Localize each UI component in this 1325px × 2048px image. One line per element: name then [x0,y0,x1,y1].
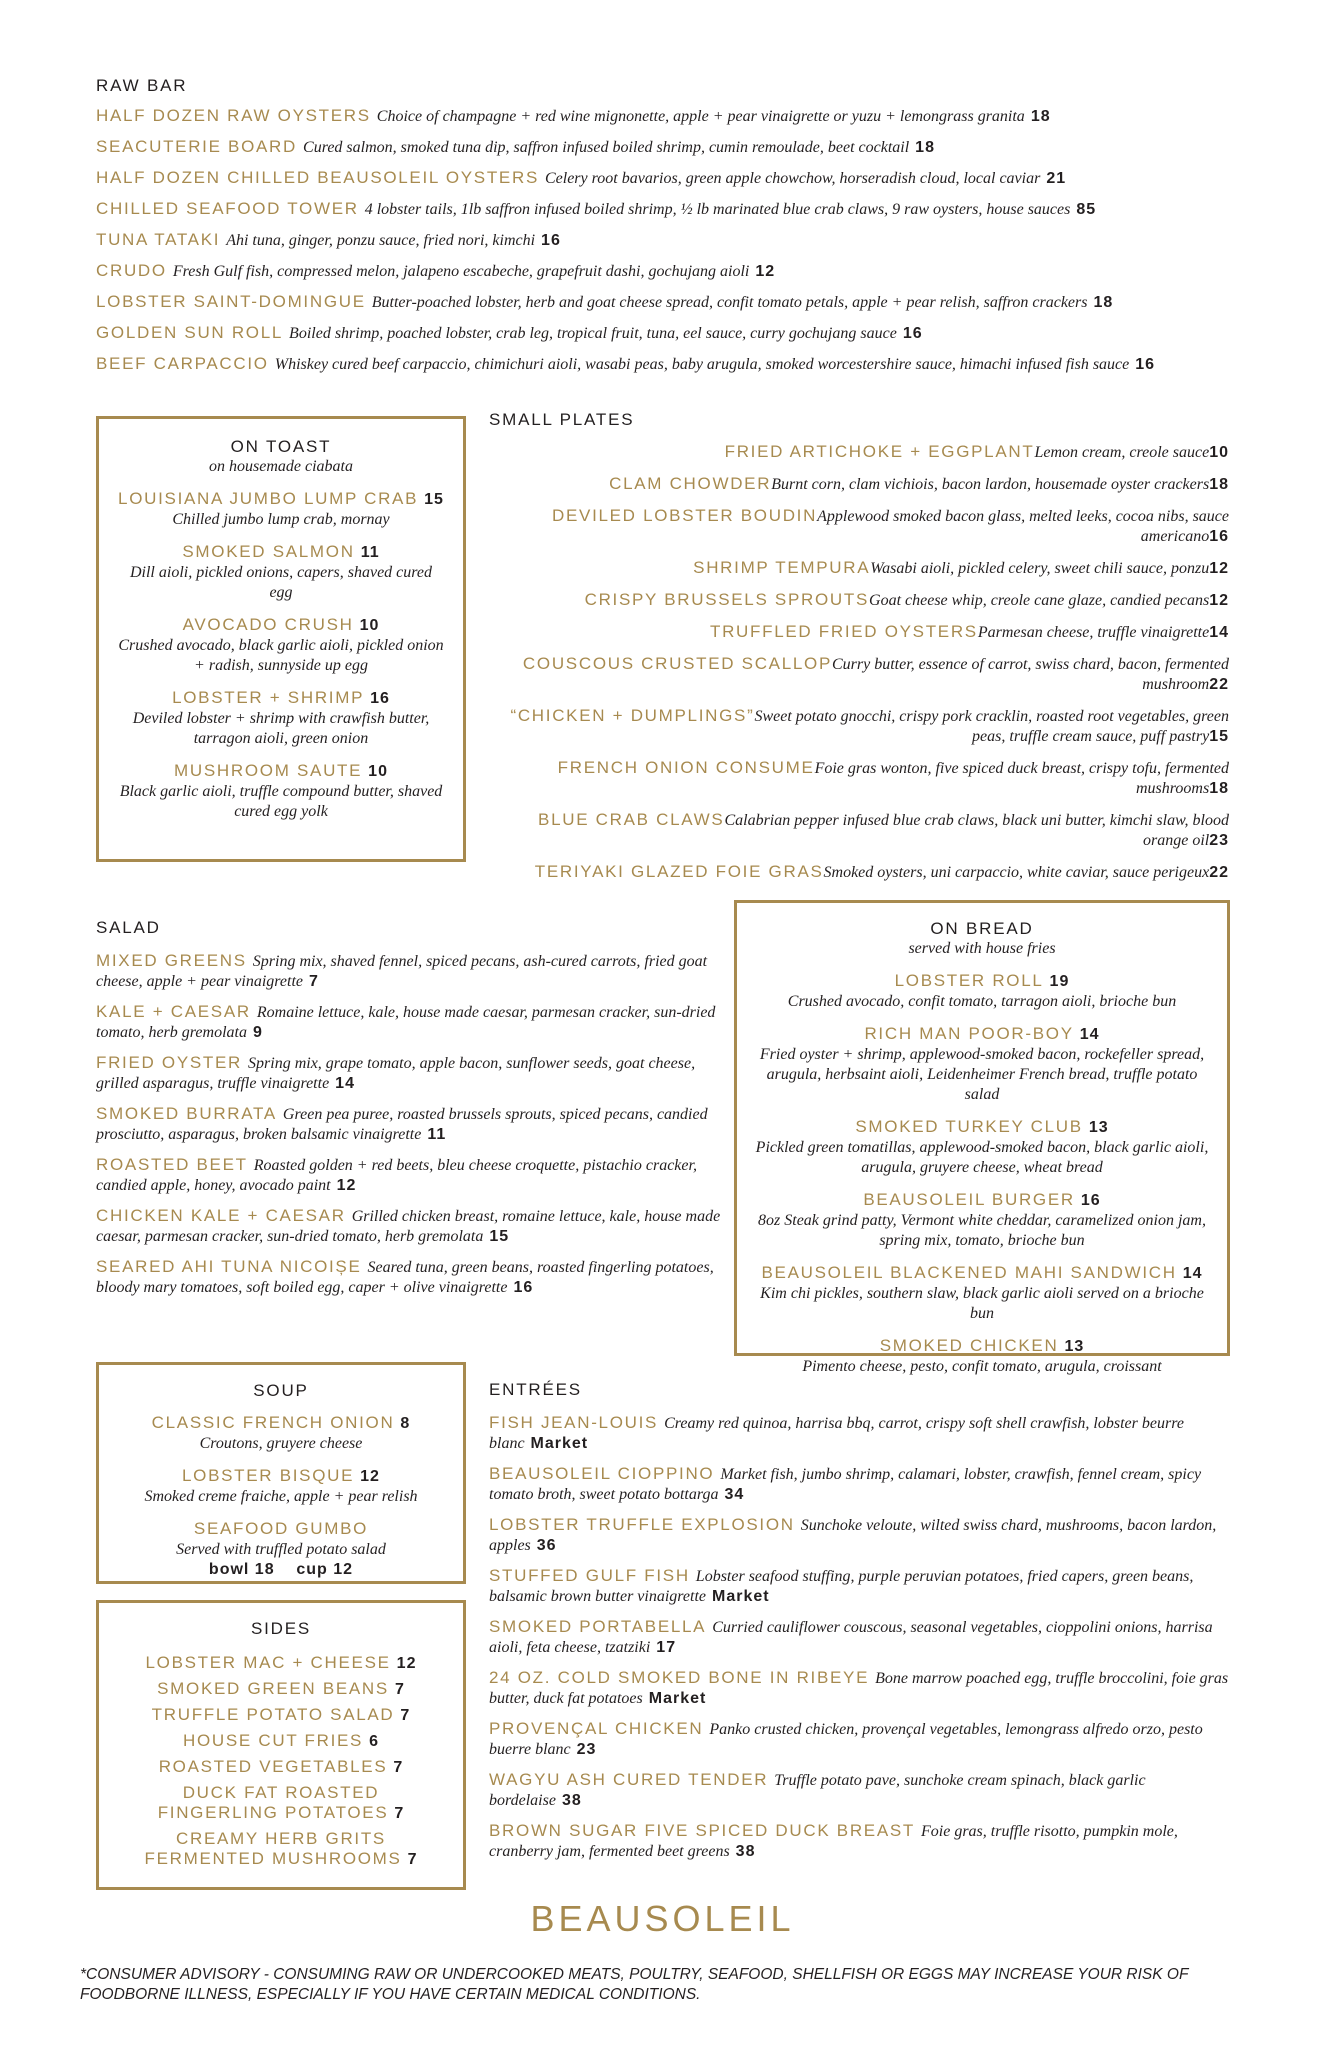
item-description: Sunchoke veloute, wilted swiss chard, mushrooms, bacon lardon, apples [489,1517,1217,1554]
item-price: 12 [336,1177,357,1194]
item-title-line [113,1519,449,1540]
small-plate-item [489,558,1229,579]
on-toast-list [117,489,445,822]
entree-item [489,1413,1229,1454]
item-price: Market [712,1588,770,1605]
item-description: Applewood smoked bacon glass, melted leeks, cocoa nibs, sauce americano [817,508,1229,545]
entree-item [489,1464,1229,1505]
item-name: LOBSTER ROLL [894,971,1044,990]
small-plate-item [489,474,1229,495]
side-item [113,1705,449,1726]
item-description: Curried cauliflower couscous, seasonal vegetables, cioppolini onions, harrisa aioli, feta cheese, tzatziki [489,1619,1213,1656]
sides-list [113,1653,449,1870]
item-price: 22 [1209,864,1229,881]
item-price: 23 [1209,832,1229,849]
item-description: Foie gras, truffle risotto, pumpkin mole, cranberry jam, fermented beet greens [489,1823,1178,1860]
item-title-line [117,489,445,510]
item-price: 7 [393,1759,404,1776]
item-price: 38 [735,1843,756,1860]
salad-section [96,918,726,1308]
item-name: LOBSTER MAC + CHEESE [145,1653,391,1672]
item-description: Smoked oysters, uni carpaccio, white caviar, sauce perigeux [823,864,1210,881]
item-description: Market fish, jumbo shrimp, calamari, lobster, crawfish, fennel cream, spicy tomato broth, sweet potato bottarga [489,1466,1202,1503]
item-name: TRUFFLED FRIED OYSTERS [709,622,978,641]
item-name: CREAMY HERB GRITS [176,1829,386,1848]
item-name-2: FERMENTED MUSHROOMS [144,1849,402,1868]
raw-bar-item [96,137,1236,158]
item-title-line [751,971,1213,992]
item-name: SMOKED SALMON [182,542,355,561]
item-name: CRISPY BRUSSELS SPROUTS [584,590,870,609]
item-name: SMOKED TURKEY CLUB [855,1117,1083,1136]
item-description: Grilled chicken breast, romaine lettuce, kale, house made caesar, parmesan cracker, sun-dried tomato, herb gremolata [96,1208,721,1245]
side-item [113,1783,449,1824]
small-plate-item [489,862,1229,883]
on-bread-item [751,1336,1213,1377]
item-name: TUNA TATAKI [96,230,221,249]
item-price: 10 [1209,444,1229,461]
item-description: Chilled jumbo lump crab, mornay [172,511,390,528]
item-name: WAGYU ASH CURED TENDER [489,1770,769,1789]
item-name: FRIED ARTICHOKE + EGGPLANT [724,442,1035,461]
item-name: CLASSIC FRENCH ONION [151,1413,395,1432]
entree-item [489,1821,1229,1862]
item-name: SMOKED BURRATA [96,1104,277,1123]
item-name: TRUFFLE POTATO SALAD [151,1705,395,1724]
item-price: 18 [915,139,935,156]
item-name: DEVILED LOBSTER BOUDIN [552,506,818,525]
item-price: 9 [252,1024,263,1041]
item-description: Fried oyster + shrimp, applewood-smoked bacon, rockefeller spread, arugula, herbsaint aioli, Leidenheimer French bread, truffle potato salad [759,1046,1205,1103]
item-description: Calabrian pepper infused blue crab claws, black uni butter, kimchi slaw, blood orange oil [724,812,1229,849]
side-item [113,1653,449,1674]
item-name: ROASTED VEGETABLES [158,1757,388,1776]
item-price: 10 [368,763,388,780]
item-name: LOBSTER BISQUE [182,1466,355,1485]
item-title-line [117,615,445,636]
item-name: LOBSTER SAINT-DOMINGUE [96,292,366,311]
item-name: RICH MAN POOR-BOY [864,1024,1074,1043]
salad-list [96,951,726,1298]
entrees-heading: ENTRÉES [489,1380,582,1399]
gumbo-prices: bowl 18 cup 12 [208,1561,354,1578]
item-price: 14 [1182,1265,1203,1282]
item-name: CLAM CHOWDER [609,474,772,493]
item-price: 6 [369,1733,379,1750]
item-price: 10 [359,617,380,634]
item-price: 34 [724,1486,745,1503]
item-price: 18 [1093,294,1114,311]
item-price: 18 [1209,780,1229,797]
raw-bar-item [96,106,1236,127]
on-bread-item [751,1263,1213,1324]
item-price: 16 [370,690,390,707]
item-title-line [113,1466,449,1487]
item-price: 7 [407,1851,418,1868]
raw-bar-item [96,292,1236,313]
item-description: Butter-poached lobster, herb and goat cheese spread, confit tomato petals, apple + pear relish, saffron crackers [371,294,1088,311]
item-description: Crushed avocado, confit tomato, tarragon aioli, brioche bun [787,993,1177,1010]
item-price: 23 [576,1741,597,1758]
item-description: Foie gras wonton, five spiced duck breast, crispy tofu, fermented mushrooms [814,760,1229,797]
item-name: CHICKEN KALE + CAESAR [96,1206,346,1225]
item-name: 24 OZ. COLD SMOKED BONE IN RIBEYE [489,1668,870,1687]
raw-bar-section [96,76,1236,385]
entrees-list [489,1413,1229,1862]
sides-heading: SIDES [250,1619,312,1638]
item-name: BEAUSOLEIL CIOPPINO [489,1464,715,1483]
raw-bar-item [96,199,1236,220]
item-description: Burnt corn, clam vichiois, bacon lardon, housemade oyster crackers [771,476,1210,493]
item-price: 16 [902,325,923,342]
on-toast-subtitle: on housemade ciabata [209,458,353,475]
item-price: 17 [656,1639,677,1656]
side-item [113,1757,449,1778]
on-toast-box [96,416,466,862]
item-title-line [117,542,445,563]
small-plate-item [489,590,1229,611]
on-bread-item [751,1024,1213,1105]
entrees-section [489,1380,1229,1872]
salad-item [96,1104,726,1145]
soup-box [96,1362,466,1584]
salad-item [96,1053,726,1094]
item-price: 13 [1088,1119,1109,1136]
item-description: Boiled shrimp, poached lobster, crab leg, tropical fruit, tuna, eel sauce, curry gochujang sauce [289,325,897,342]
item-description: Truffle potato pave, sunchoke cream spinach, black garlic bordelaise [489,1772,1146,1809]
item-description: Curry butter, essence of carrot, swiss chard, bacon, fermented mushroom [832,656,1229,693]
item-description: 8oz Steak grind patty, Vermont white cheddar, caramelized onion jam, spring mix, tomato, brioche bun [758,1212,1206,1249]
item-price: 14 [335,1075,355,1092]
raw-bar-item [96,323,1236,344]
item-description: Whiskey cured beef carpaccio, chimichuri aioli, wasabi peas, baby arugula, smoked worcestershire sauce, himachi infused fish sauce [274,356,1130,373]
item-description: Spring mix, shaved fennel, spiced pecans, ash-cured carrots, fried goat cheese, apple + pear vinaigrette [96,953,708,990]
item-price: 12 [755,263,776,280]
item-price: 13 [1064,1338,1085,1355]
item-name: LOUISIANA JUMBO LUMP CRAB [118,489,419,508]
item-name: BEAUSOLEIL BLACKENED MAHI SANDWICH [761,1263,1177,1282]
item-name: TERIYAKI GLAZED FOIE GRAS [534,862,824,881]
item-name: FISH JEAN-LOUIS [489,1413,659,1432]
item-description: Roasted golden + red beets, bleu cheese croquette, pistachio cracker, candied apple, honey, avocado paint [96,1157,697,1194]
on-toast-item [117,688,445,749]
on-toast-item [117,615,445,676]
item-name: STUFFED GULF FISH [489,1566,690,1585]
item-description: Pickled green tomatillas, applewood-smoked bacon, black garlic aioli, arugula, gruyere cheese, wheat bread [755,1139,1209,1176]
salad-item [96,951,726,992]
item-price: 16 [513,1279,534,1296]
on-bread-item [751,1117,1213,1178]
small-plate-item [489,706,1229,747]
brand-wordmark: BEAUSOLEIL [530,1898,795,1939]
item-name: SMOKED PORTABELLA [489,1617,707,1636]
item-name: HOUSE CUT FRIES [183,1731,364,1750]
item-price: 11 [427,1126,447,1143]
item-title-line [751,1336,1213,1357]
item-price: 7 [394,1805,405,1822]
soup-item [113,1519,449,1560]
item-description: Lobster seafood stuffing, purple peruvian potatoes, fried capers, green beans, balsamic brown butter vinaigrette [489,1568,1194,1605]
item-name: SMOKED CHICKEN [879,1336,1059,1355]
item-description: Fresh Gulf fish, compressed melon, jalapeno escabeche, grapefruit dashi, gochujang aioli [172,263,750,280]
item-title-line [751,1190,1213,1211]
salad-item [96,1155,726,1196]
item-name: CHILLED SEAFOOD TOWER [96,199,359,218]
small-plate-item [489,758,1229,799]
on-bread-box [734,900,1230,1375]
raw-bar-item [96,354,1236,375]
item-price: 15 [489,1228,510,1245]
side-item [113,1679,449,1700]
item-price: 22 [1209,676,1229,693]
item-name: DUCK FAT ROASTED [182,1783,380,1802]
side-item [113,1731,449,1752]
item-description: Seared tuna, green beans, roasted fingerling potatoes, bloody mary tomatoes, soft boiled egg, caper + olive vinaigrette [96,1259,714,1296]
item-price: 85 [1076,201,1097,218]
item-description: Ahi tuna, ginger, ponzu sauce, fried nori, kimchi [226,232,536,249]
small-plate-item [489,442,1229,463]
item-name: LOBSTER + SHRIMP [172,688,365,707]
salad-item [96,1206,726,1247]
item-description: Parmesan cheese, truffle vinaigrette [977,624,1210,641]
item-price: 12 [1209,560,1229,577]
item-name: HALF DOZEN RAW OYSTERS [96,106,371,125]
item-name: PROVENÇAL CHICKEN [489,1719,704,1738]
item-price: 7 [394,1681,405,1698]
item-description: Romaine lettuce, kale, house made caesar, parmesan cracker, sun-dried tomato, herb gremolata [96,1004,716,1041]
salad-heading: SALAD [96,918,161,937]
raw-bar-list [96,106,1236,375]
small-plate-item [489,810,1229,851]
item-description: Green pea puree, roasted brussels sprouts, spiced pecans, candied prosciutto, asparagus, broken balsamic vinaigrette [96,1106,708,1143]
item-price: 8 [400,1415,411,1432]
item-description: Dill aioli, pickled onions, capers, shaved cured egg [129,564,432,601]
item-price: 19 [1049,973,1070,990]
soup-item [113,1413,449,1454]
item-price: 12 [1209,592,1229,609]
item-name: SMOKED GREEN BEANS [157,1679,389,1698]
item-name: COUSCOUS CRUSTED SCALLOP [522,654,832,673]
small-plate-item [489,654,1229,695]
item-price: 15 [424,491,444,508]
item-name: FRENCH ONION CONSUME [557,758,815,777]
item-price: 21 [1046,170,1067,187]
soup-heading: SOUP [253,1381,309,1400]
on-bread-list [751,971,1213,1377]
on-toast-item [117,761,445,822]
item-price: 16 [1209,528,1229,545]
item-price: Market [530,1435,589,1452]
item-title-line [751,1024,1213,1045]
item-price: 16 [1080,1192,1101,1209]
item-name: CRUDO [96,261,167,280]
item-name-2: FINGERLING POTATOES [157,1803,389,1822]
item-name: GOLDEN SUN ROLL [96,323,284,342]
entree-item [489,1719,1229,1760]
on-bread-subtitle: served with house fries [908,940,1056,957]
item-title-line [751,1263,1213,1284]
item-name: BEAUSOLEIL BURGER [863,1190,1075,1209]
item-price: 38 [561,1792,582,1809]
item-description: Lemon cream, creole sauce [1034,444,1210,461]
item-description: Wasabi aioli, pickled celery, sweet chili sauce, ponzu [870,560,1210,577]
item-price: 7 [400,1707,411,1724]
item-name: “CHICKEN + DUMPLINGS” [510,706,755,725]
item-description: Celery root bavarios, green apple chowchow, horseradish cloud, local caviar [544,170,1041,187]
item-description: 4 lobster tails, 1lb saffron infused boiled shrimp, ½ lb marinated blue crab claws, 9 raw oysters, house sauces [364,201,1071,218]
item-description: Crushed avocado, black garlic aioli, pickled onion + radish, sunnyside up egg [118,637,444,674]
item-description: Smoked creme fraiche, apple + pear relish [144,1488,418,1505]
item-price: 12 [396,1655,417,1672]
item-name-line2 [113,1849,449,1870]
raw-bar-item [96,230,1236,251]
item-description: Goat cheese whip, creole cane glaze, candied pecans [869,592,1210,609]
item-name: LOBSTER TRUFFLE EXPLOSION [489,1515,795,1534]
on-toast-heading: ON TOAST [230,437,332,456]
small-plates-heading: SMALL PLATES [489,410,635,429]
on-toast-item [117,542,445,603]
small-plates-section [489,410,1229,894]
item-name: BROWN SUGAR FIVE SPICED DUCK BREAST [489,1821,915,1840]
item-description: Pimento cheese, pesto, confit tomato, arugula, croissant [802,1358,1162,1375]
on-bread-heading: ON BREAD [930,919,1034,938]
item-description: Bone marrow poached egg, truffle broccolini, foie gras butter, duck fat potatoes [489,1670,1229,1707]
consumer-advisory: *CONSUMER ADVISORY - CONSUMING RAW OR UNDERCOOKED MEATS, POULTRY, SEAFOOD, SHELLFISH OR EGGS MAY INCREASE YOUR RISK OF FOODBORNE ILLNESS, ESPECIALLY IF YOU HAVE CERTAIN MEDICAL CONDITIONS. [80,1966,1189,2003]
side-item [113,1829,449,1870]
soup-list [113,1413,449,1580]
item-name: SEACUTERIE BOARD [96,137,298,156]
item-description: Black garlic aioli, truffle compound butter, shaved cured egg yolk [119,783,443,820]
item-name: MUSHROOM SAUTE [174,761,363,780]
entree-item [489,1770,1229,1811]
item-title-line [117,761,445,782]
item-name: MIXED GREENS [96,951,247,970]
on-bread-item [751,971,1213,1012]
item-name: SHRIMP TEMPURA [693,558,871,577]
item-price: 36 [536,1537,557,1554]
soup-item [113,1466,449,1507]
small-plate-item [489,506,1229,547]
item-name: HALF DOZEN CHILLED BEAUSOLEIL OYSTERS [96,168,539,187]
raw-bar-item [96,261,1236,282]
raw-bar-item [96,168,1236,189]
item-description: Choice of champagne + red wine mignonette, apple + pear vinaigrette or yuzu + lemongrass granita [376,108,1025,125]
item-name: AVOCADO CRUSH [182,615,354,634]
entree-item [489,1668,1229,1709]
entree-item [489,1515,1229,1556]
item-description: Panko crusted chicken, provençal vegetables, lemongrass alfredo orzo, pesto buerre blanc [489,1721,1203,1758]
salad-item [96,1002,726,1043]
item-name: BEEF CARPACCIO [96,354,269,373]
item-name: SEAFOOD GUMBO [193,1519,369,1538]
item-description: Creamy red quinoa, harrisa bbq, carrot, crispy soft shell crawfish, lobster beurre blanc [489,1415,1184,1452]
item-price: 18 [1209,476,1229,493]
item-description: Sweet potato gnocchi, crispy pork cracklin, roasted root vegetables, green peas, truffle cream sauce, puff pastry [754,708,1229,745]
item-title-line [751,1117,1213,1138]
item-description: Cured salmon, smoked tuna dip, saffron infused boiled shrimp, cumin remoulade, beet cocktail [303,139,910,156]
item-name: BLUE CRAB CLAWS [538,810,725,829]
item-price: 15 [1209,728,1229,745]
item-name: SEARED AHI TUNA NICOIȘE [96,1257,362,1276]
item-name-line2 [113,1803,449,1824]
item-name: FRIED OYSTER [96,1053,243,1072]
item-price: 7 [309,973,319,990]
raw-bar-heading: RAW BAR [96,76,188,95]
sides-box [96,1600,466,1890]
item-price: 14 [1209,624,1229,641]
item-price: 16 [1135,356,1156,373]
item-description: Kim chi pickles, southern slaw, black garlic aioli served on a brioche bun [760,1285,1204,1322]
small-plates-list [489,442,1229,883]
on-bread-item [751,1190,1213,1251]
item-price: Market [648,1690,707,1707]
item-description: Deviled lobster + shrimp with crawfish butter, tarragon aioli, green onion [132,710,430,747]
item-description: Spring mix, grape tomato, apple bacon, sunflower seeds, goat cheese, grilled asparagus, truffle vinaigrette [96,1055,696,1092]
entree-item [489,1566,1229,1607]
salad-item [96,1257,726,1298]
on-toast-item [117,489,445,530]
item-name: KALE + CAESAR [96,1002,251,1021]
item-title-line [117,688,445,709]
item-title-line [113,1413,449,1434]
item-name: ROASTED BEET [96,1155,248,1174]
item-description: Croutons, gruyere cheese [199,1435,363,1452]
small-plate-item [489,622,1229,643]
item-description: Served with truffled potato salad [176,1541,386,1558]
item-price: 18 [1030,108,1051,125]
item-price: 14 [1079,1026,1100,1043]
item-price: 11 [360,544,380,561]
item-price: 16 [541,232,561,249]
entree-item [489,1617,1229,1658]
item-price: 12 [360,1468,380,1485]
